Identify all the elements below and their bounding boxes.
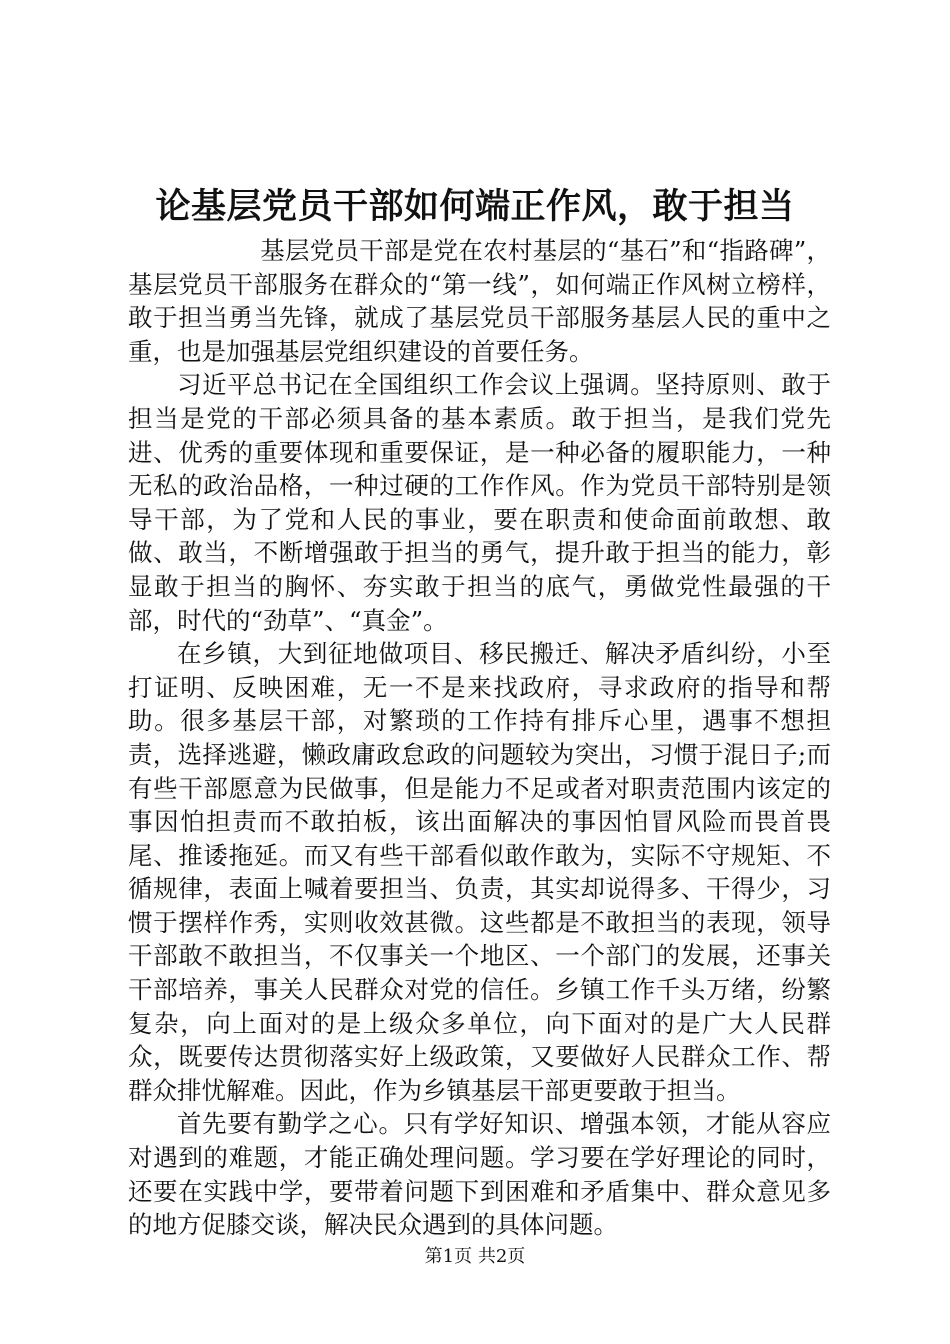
- paragraph-2: 习近平总书记在全国组织工作会议上强调。坚持原则、敢于担当是党的干部必须具备的基本素质。敢于担当，是我们党先进、优秀的重要体现和重要保证，是一种必备的履职能力，一种无私的政治品格，一种过硬的工作作风。作为党员干部特别是领导干部，为了党和人民的事业，要在职责和使命面前敢想、敢做、敢当，不断增强敢于担当的勇气，提升敢于担当的能力，彰显敢于担当的胸怀、夯实敢于担当的底气，勇做党性最强的干部，时代的“劲草”、“真金”。: [128, 370, 831, 635]
- paragraph-1: 基层党员干部是党在农村基层的“基石”和“指路碑”，基层党员干部服务在群众的“第一线”，如何端正作风树立榜样，敢于担当勇当先锋，就成了基层党员干部服务基层人民的重中之重，也是加强基层党组织建设的首要任务。: [128, 236, 831, 366]
- page-footer: 第1页 共2页: [424, 1246, 526, 1267]
- page-title: 论基层党员干部如何端正作风，敢于担当: [155, 187, 795, 227]
- document-body: [128, 234, 831, 1242]
- paragraph-4: 首先要有勤学之心。只有学好知识、增强本领，才能从容应对遇到的难题，才能正确处理问题。学习要在学好理论的同时，还要在实践中学，要带着问题下到困难和矛盾集中、群众意见多的地方促膝交谈，解决民众遇到的具体问题。: [128, 1109, 831, 1240]
- paragraph-3: 在乡镇，大到征地做项目、移民搬迁、解决矛盾纠纷，小至打证明、反映困难，无一不是来找政府，寻求政府的指导和帮助。很多基层干部，对繁琐的工作持有排斥心里，遇事不想担责，选择逃避，懒政庸政怠政的问题较为突出，习惯于混日子;而有些干部愿意为民做事，但是能力不足或者对职责范围内该定的事因怕担责而不敢拍板，该出面解决的事因怕冒风险而畏首畏尾、推诿拖延。而又有些干部看似敢作敢为，实际不守规矩、不循规律，表面上喊着要担当、负责，其实却说得多、干得少，习惯于摆样作秀，实则收效甚微。这些都是不敢担当的表现，领导干部敢不敢担当，不仅事关一个地区、一个部门的发展，还事关干部培养，事关人民群众对党的信任。乡镇工作千头万绪，纷繁复杂，向上面对的是上级众多单位，向下面对的是广大人民群众，既要传达贯彻落实好上级政策，又要做好人民群众工作、帮群众排忧解难。因此，作为乡镇基层干部更要敢于担当。: [128, 639, 831, 1105]
